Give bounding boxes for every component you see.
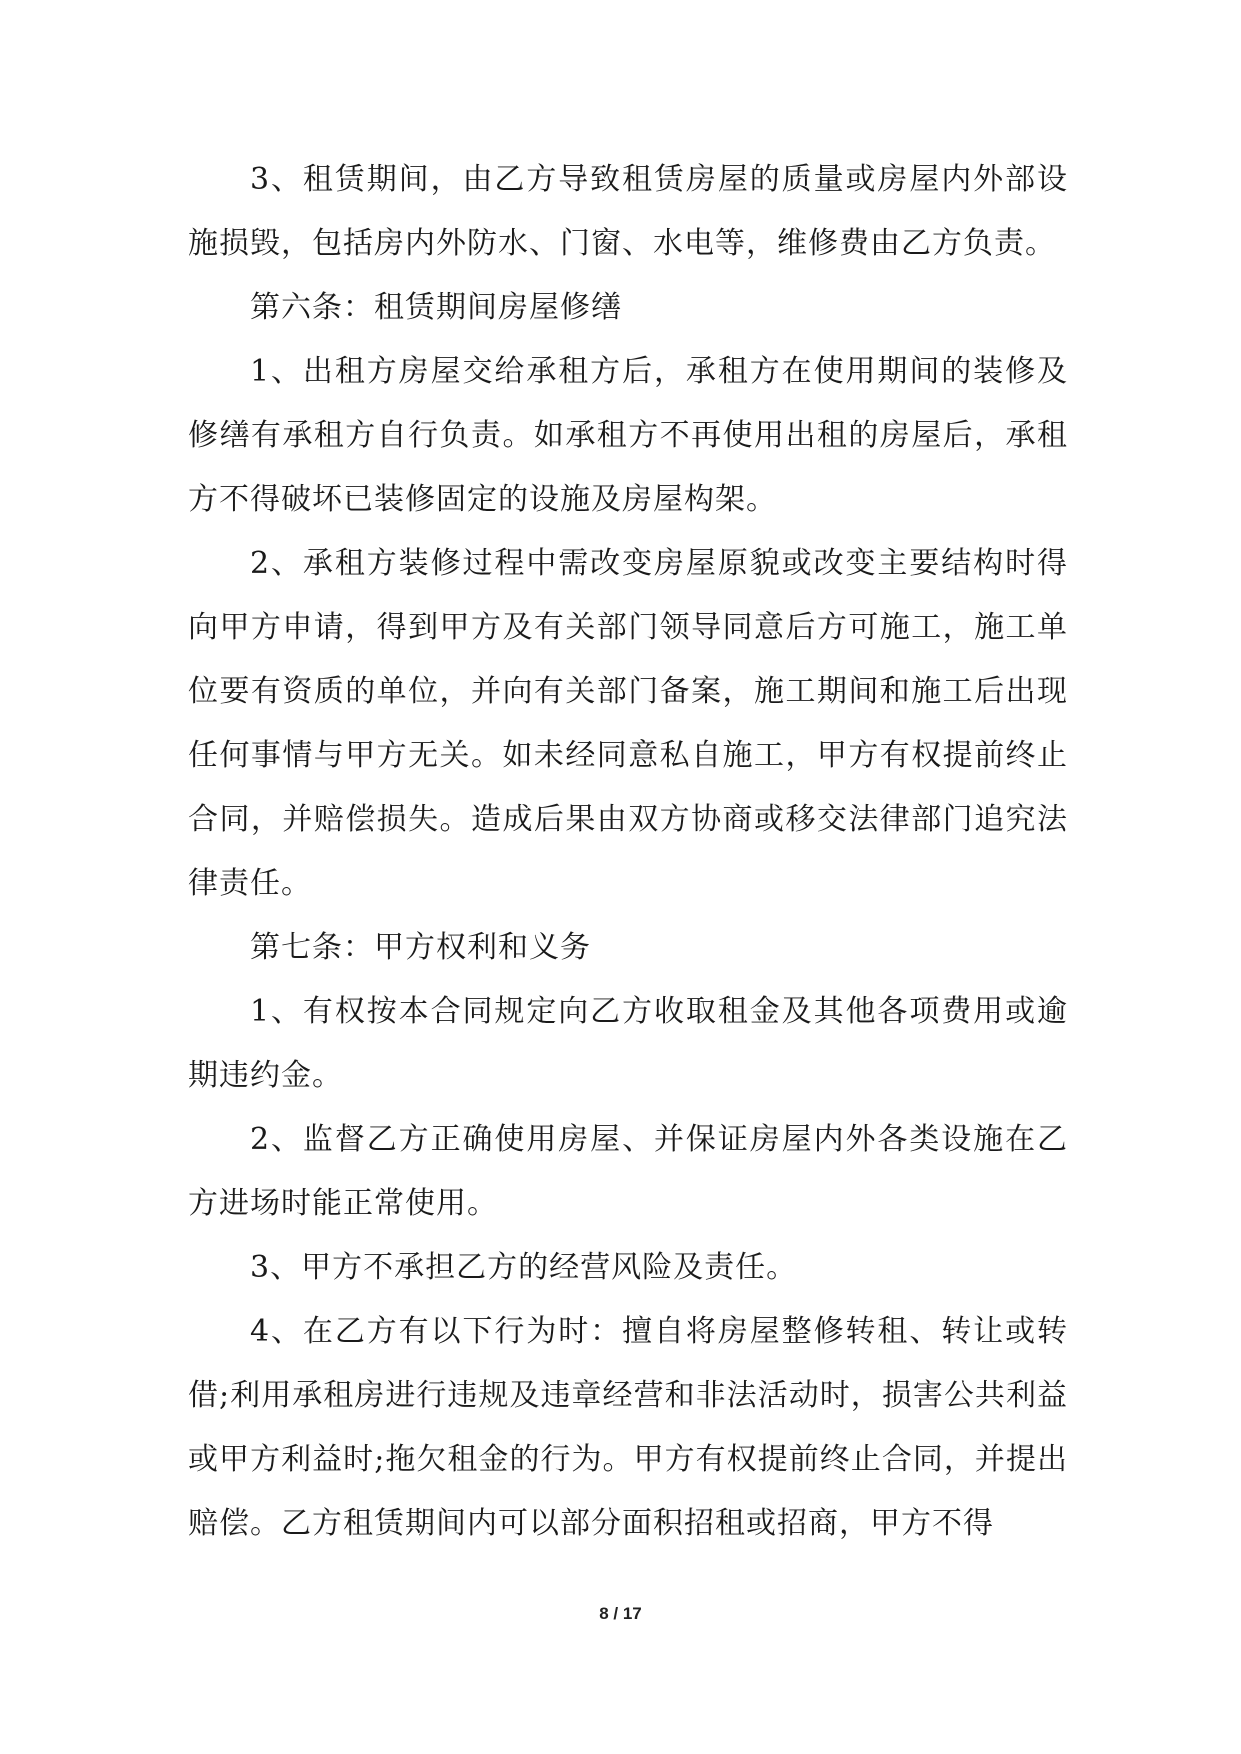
page-number: 8 / 17 (599, 1604, 642, 1623)
paragraph-clause-7-3: 3、甲方不承担乙方的经营风险及责任。 (250, 1250, 798, 1285)
paragraph-clause-7-4: 4、在乙方有以下行为时：擅自将房屋整修转租、转让或转借;利用承租房进行违规及违章经营和非法活动时，损害公共利益或甲方利益时;拖欠租金的行为。甲方有权提前终止合同，并提出赔偿。乙方租赁期间内可以部分面积招租或招商，甲方不得 (188, 1314, 1068, 1541)
paragraph-clause-6-1: 1、出租方房屋交给承租方后，承租方在使用期间的装修及修缮有承租方自行负责。如承租方不再使用出租的房屋后，承租方不得破坏已装修固定的设施及房屋构架。 (188, 354, 1068, 517)
paragraph-clause-7-2: 2、监督乙方正确使用房屋、并保证房屋内外各类设施在乙方进场时能正常使用。 (188, 1122, 1068, 1221)
heading-article-6: 第六条：租赁期间房屋修缮 (250, 290, 622, 325)
paragraph-clause-5-3: 3、租赁期间，由乙方导致租赁房屋的质量或房屋内外部设施损毁，包括房内外防水、门窗、水电等，维修费由乙方负责。 (188, 162, 1068, 261)
paragraph-clause-7-1: 1、有权按本合同规定向乙方收取租金及其他各项费用或逾期违约金。 (188, 994, 1068, 1093)
document-body (188, 148, 1068, 1556)
paragraph-clause-6-2: 2、承租方装修过程中需改变房屋原貌或改变主要结构时得向甲方申请，得到甲方及有关部门领导同意后方可施工，施工单位要有资质的单位，并向有关部门备案，施工期间和施工后出现任何事情与甲方无关。如未经同意私自施工，甲方有权提前终止合同，并赔偿损失。造成后果由双方协商或移交法律部门追究法律责任。 (188, 546, 1068, 901)
heading-article-7: 第七条：甲方权利和义务 (250, 930, 591, 965)
